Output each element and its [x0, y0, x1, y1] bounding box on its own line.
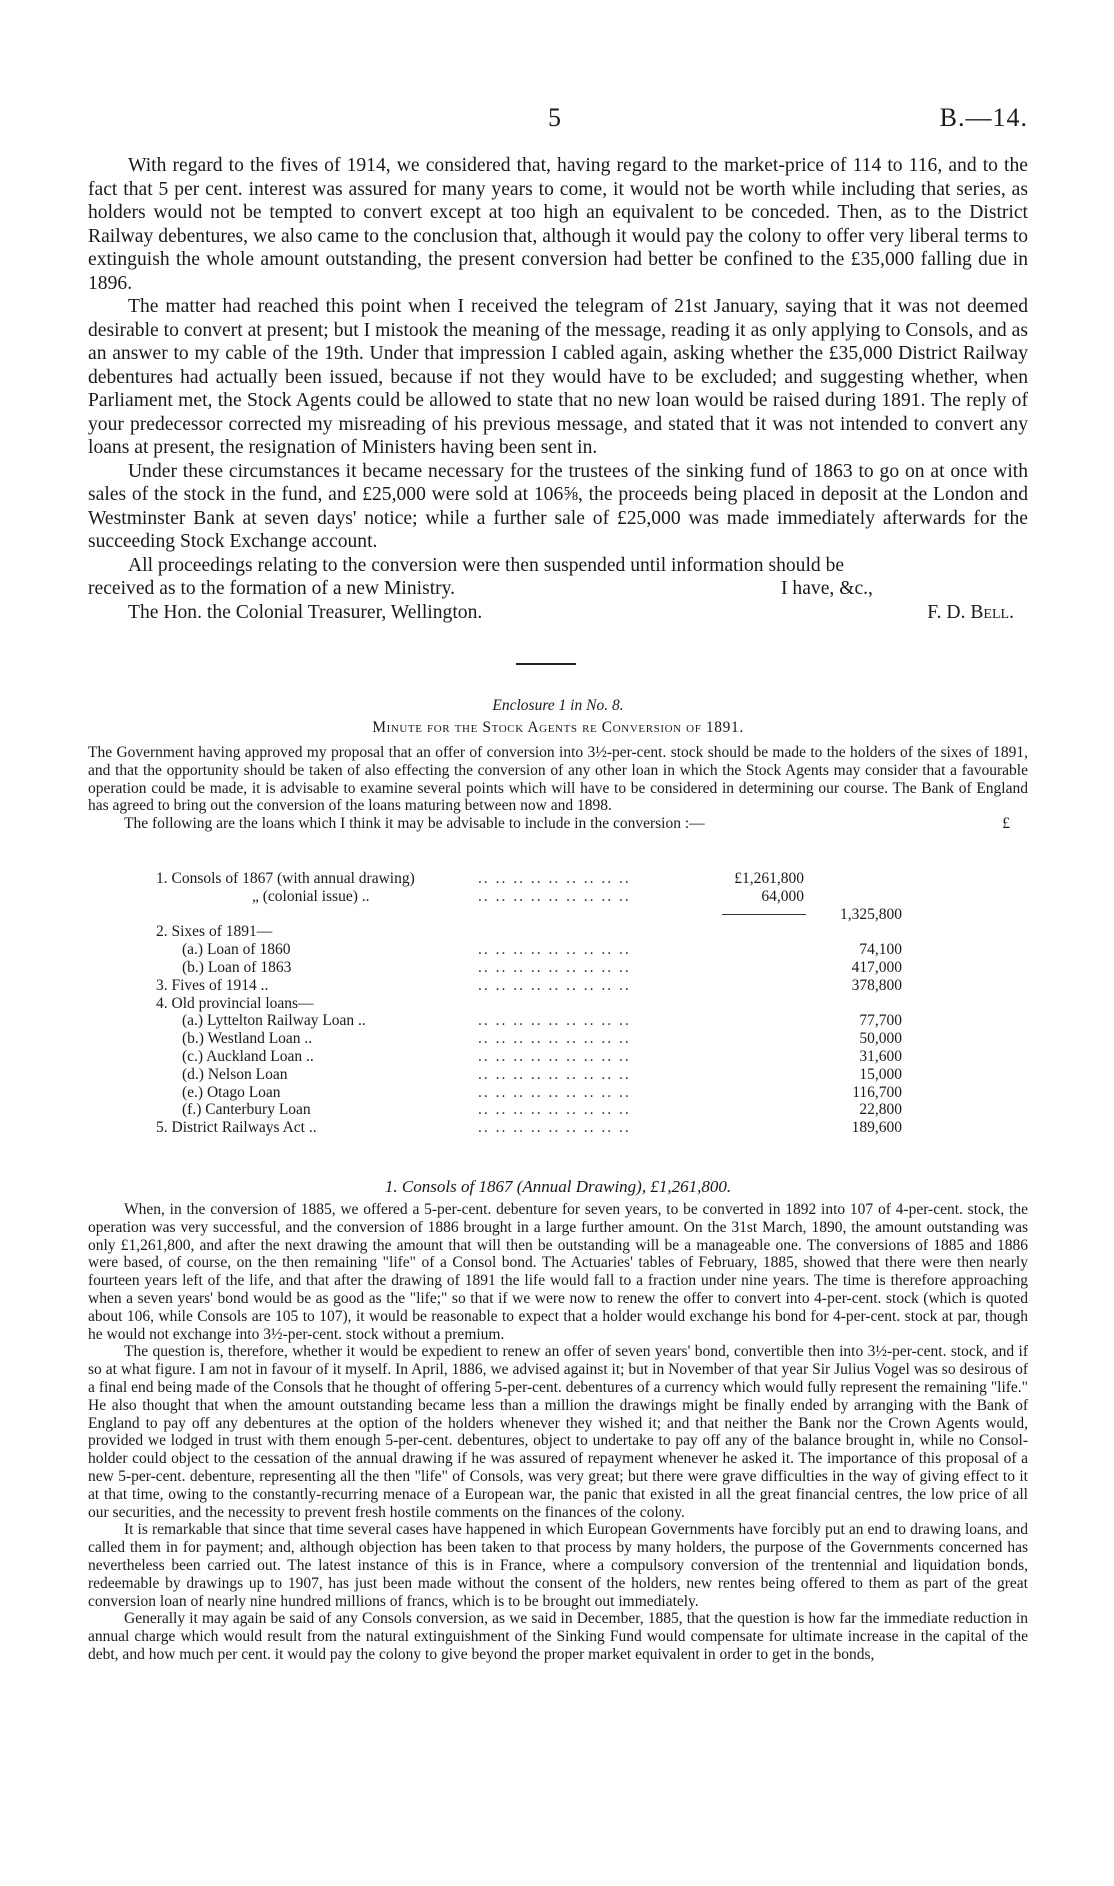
loan-row [88, 995, 1028, 1013]
page-header [88, 103, 1028, 133]
loan-row [88, 977, 1028, 995]
loan-label: (a.) Lyttelton Railway Loan .. [182, 1012, 366, 1030]
minute-body [88, 744, 1028, 833]
section-title: 1. Consols of 1867 (Annual Drawing), £1,261,800. [384, 1177, 732, 1196]
loan-total: 1,325,800 [840, 905, 902, 923]
loan-total: 22,800 [859, 1101, 902, 1119]
page-number: 5 [548, 103, 561, 132]
loan-label: (a.) Loan of 1860 [182, 941, 291, 959]
leader-dots: .. .. .. .. .. .. .. .. .. [478, 1065, 631, 1083]
loan-row [88, 1084, 1028, 1102]
loan-total: 116,700 [852, 1083, 902, 1101]
leader-dots: .. .. .. .. .. .. .. .. .. [478, 1047, 631, 1065]
loan-label: (e.) Otago Loan [182, 1083, 281, 1101]
loan-row [88, 941, 1028, 959]
section-paragraph: When, in the conversion of 1885, we offered a 5-per-cent. debenture for seven years, to be converted in 1892 into 107 of 4-per-cent. stock, the operation was very successful, and the conversion of 1886 brought in a large further amount. On the 31st March, 1890, the amount outstanding was only £1,261,800, and after the next drawing the amount that will then be outstanding will be a manageable one. The conversions of 1885 and 1886 were based, of course, on the then remaining "life" of a Consol bond. The Actuaries' tables of February, 1885, showed that there were then nearly fourteen years left of the life, and that after the drawing of 1891 the life would fall to a fraction under nine years. The time is therefore approaching when a seven years' bond would be as good as the "life;" so that if we were now to renew the offer to convert into 4-per-cent. stock (which is quoted about 106, while Consols are 105 to 107), it would be reasonable to expect that a holder would exchange his bond for 4-per-cent. stock at par, though he would not exchange into 3½-per-cent. stock without a premium. [88, 1201, 1028, 1343]
loan-total: 77,700 [859, 1012, 902, 1030]
loan-label: (c.) Auckland Loan .. [182, 1047, 314, 1065]
loan-total: 189,600 [851, 1119, 902, 1137]
minute-title: Minute for the Stock Agents re Conversion of 1891. [372, 719, 744, 736]
loan-row [88, 1048, 1028, 1066]
loan-row [88, 870, 1028, 888]
currency-header: £ [1002, 815, 1010, 833]
letter-paragraph: With regard to the fives of 1914, we considered that, having regard to the market-price of 114 to 116, and to the fact that 5 per cent. interest was assured for many years to come, it would not be worth while including that series, as holders would not be tempted to convert except at too high an equivalent to be conceded. Then, as to the District Railway debentures, we also came to the conclusion that, although it would pay the colony to offer very liberal terms to extinguish the whole amount outstanding, the present conversion had better be confined to the £35,000 falling due in 1896. [88, 155, 1028, 294]
loan-amount: 64,000 [761, 887, 804, 905]
loan-label: „ (colonial issue) .. [252, 887, 370, 905]
loans-table [88, 870, 1028, 1137]
letter-paragraph: Under these circumstances it became necessary for the trustees of the sinking fund of 1863 to go on at once with sales of the stock in the fund, and £25,000 were sold at 106⅝, the proceeds being placed in deposit at the London and Westminster Bank at seven days' notice; while a further sale of £25,000 was made immediately afterwards for the succeeding Stock Exchange account. [88, 460, 1028, 552]
leader-dots: .. .. .. .. .. .. .. .. .. [478, 1083, 631, 1101]
loan-row [88, 1066, 1028, 1084]
addressee: The Hon. the Colonial Treasurer, Wellington. [128, 601, 483, 623]
loan-label: (f.) Canterbury Loan [182, 1101, 311, 1119]
leader-dots: .. .. .. .. .. .. .. .. .. [478, 1119, 631, 1137]
section-paragraph: Generally it may again be said of any Consols conversion, as we said in December, 1885, that the question is how far the immediate reduction in annual charge which would result from the natural extinguishment of the Sinking Fund would compensate for ultimate increase in the capital of the debt, and how much per cent. it would pay the colony to give beyond the proper market equivalent in order to get in the bonds, [88, 1610, 1028, 1663]
loan-row [88, 1119, 1028, 1137]
leader-dots: .. .. .. .. .. .. .. .. .. [478, 941, 631, 959]
loan-total: 15,000 [859, 1065, 902, 1083]
loan-label: 4. Old provincial loans— [156, 994, 314, 1012]
loan-row [88, 1030, 1028, 1048]
leader-dots: .. .. .. .. .. .. .. .. .. [478, 887, 631, 905]
salutation: I have, &c., [781, 578, 873, 599]
section-paragraph: It is remarkable that since that time several cases have happened in which European Governments have forcibly put an end to drawing loans, and called them in for payment; and, although objection has been taken to that process by many holders, the purpose of the Governments concerned has nevertheless been carried out. The latest instance of this is in France, where a compulsory conversion of the trentennial and liquidation bonds, redeemable by drawings up to 1907, has just been made without the consent of the holders, new rentes being offered to them as part of the great conversion loan of nearly nine hundred millions of francs, which is to be brought out immediately. [88, 1521, 1028, 1610]
loan-total: 31,600 [859, 1047, 902, 1065]
loan-row [88, 888, 1028, 906]
loan-row [88, 1101, 1028, 1119]
leader-dots: .. .. .. .. .. .. .. .. .. [478, 958, 631, 976]
minute-intro-text: The following are the loans which I think it may be advisable to include in the conversion :— [124, 815, 705, 833]
loan-label: 5. District Railways Act .. [156, 1119, 317, 1137]
minute-intro: The Government having approved my proposal that an offer of conversion into 3½-per-cent. stock should be made to the holders of the sixes of 1891, and that the opportunity should be taken of also effecting the conversion of any other loan in which the Stock Agents may consider that a favourable operation could be made, it is advisable to examine several points which will have to be considered in determining our course. The Bank of England has agreed to bring out the conversion of the loans maturing between now and 1898. [88, 744, 1028, 815]
loan-label: 3. Fives of 1914 .. [156, 976, 269, 994]
letter-body [88, 154, 1028, 624]
loan-total: 378,800 [851, 976, 902, 994]
section-divider [516, 663, 576, 665]
loan-label: 2. Sixes of 1891— [156, 923, 273, 941]
section-body [88, 1201, 1028, 1664]
loan-label: 1. Consols of 1867 (with annual drawing) [156, 870, 415, 887]
loan-label: (b.) Westland Loan .. [182, 1030, 313, 1048]
loan-total: 50,000 [859, 1030, 902, 1048]
subtotal-rule [722, 914, 806, 915]
loan-label: (d.) Nelson Loan [182, 1065, 288, 1083]
leader-dots: .. .. .. .. .. .. .. .. .. [478, 1030, 631, 1048]
closing-line: received as to the formation of a new Ministry. [88, 578, 456, 599]
leader-dots: .. .. .. .. .. .. .. .. .. [478, 1012, 631, 1030]
loan-row [88, 923, 1028, 941]
loan-total: 74,100 [859, 941, 902, 959]
section-paragraph: The question is, therefore, whether it would be expedient to renew an offer of seven years' bond, convertible then into 3½-per-cent. stock, and if so at what figure. I am not in favour of it myself. In April, 1886, we advised against it; but in November of that year Sir Julius Vogel was so desirous of a final end being made of the Consols that he thought of offering 5-per-cent. debentures of a currency which would fully represent the remaining "life." He also thought that when the amount outstanding became less than a million the drawings might be finally ended by arranging with the Bank of England to pay off any debentures at the option of the holders whenever they wished it; and that neither the Bank nor the Crown Agents would, provided we lodged in trust with them enough 5-per-cent. debentures, object to undertake to pay off any of the balance brought in, while no Consol-holder could object to the cessation of the annual drawing if he was assured of repayment whenever he asked it. The importance of this proposal of a new 5-per-cent. debenture, representing all the then "life" of Consols, was very great; but there were grave difficulties in the way of giving effect to it at that time, owing to the constantly-recurring menace of a European war, the panic that existed in all the great financial centres, the low price of all our securities, and the necessity to prevent fresh hostile comments on the finances of the colony. [88, 1343, 1028, 1521]
loan-row [88, 1012, 1028, 1030]
signature: F. D. Bell. [927, 601, 1014, 623]
enclosure-title: Enclosure 1 in No. 8. [492, 697, 624, 714]
loan-amount: £1,261,800 [734, 870, 804, 887]
minute-intro-line [88, 815, 1028, 833]
loan-row [88, 906, 1028, 924]
letter-closing [88, 577, 1028, 624]
loan-total: 417,000 [851, 958, 902, 976]
loan-row [88, 959, 1028, 977]
letter-paragraph: All proceedings relating to the conversion were then suspended until information should be [128, 554, 845, 576]
leader-dots: .. .. .. .. .. .. .. .. .. [478, 1101, 631, 1119]
document-reference: B.—14. [939, 103, 1028, 132]
leader-dots: .. .. .. .. .. .. .. .. .. [478, 870, 631, 887]
leader-dots: .. .. .. .. .. .. .. .. .. [478, 976, 631, 994]
loan-label: (b.) Loan of 1863 [182, 958, 292, 976]
letter-paragraph: The matter had reached this point when I received the telegram of 21st January, saying that it was not deemed desirable to convert at present; but I mistook the meaning of the message, reading it as only applying to Consols, and as an answer to my cable of the 19th. Under that impression I cabled again, asking whether the £35,000 District Railway debentures had actually been issued, because if not they would have to be excluded; and suggesting whether, when Parliament met, the Stock Agents could be allowed to state that no new loan would be raised during 1891. The reply of your predecessor corrected my misreading of his previous message, and stated that it was not intended to convert any loans at present, the resignation of Ministers having been sent in. [88, 296, 1028, 458]
